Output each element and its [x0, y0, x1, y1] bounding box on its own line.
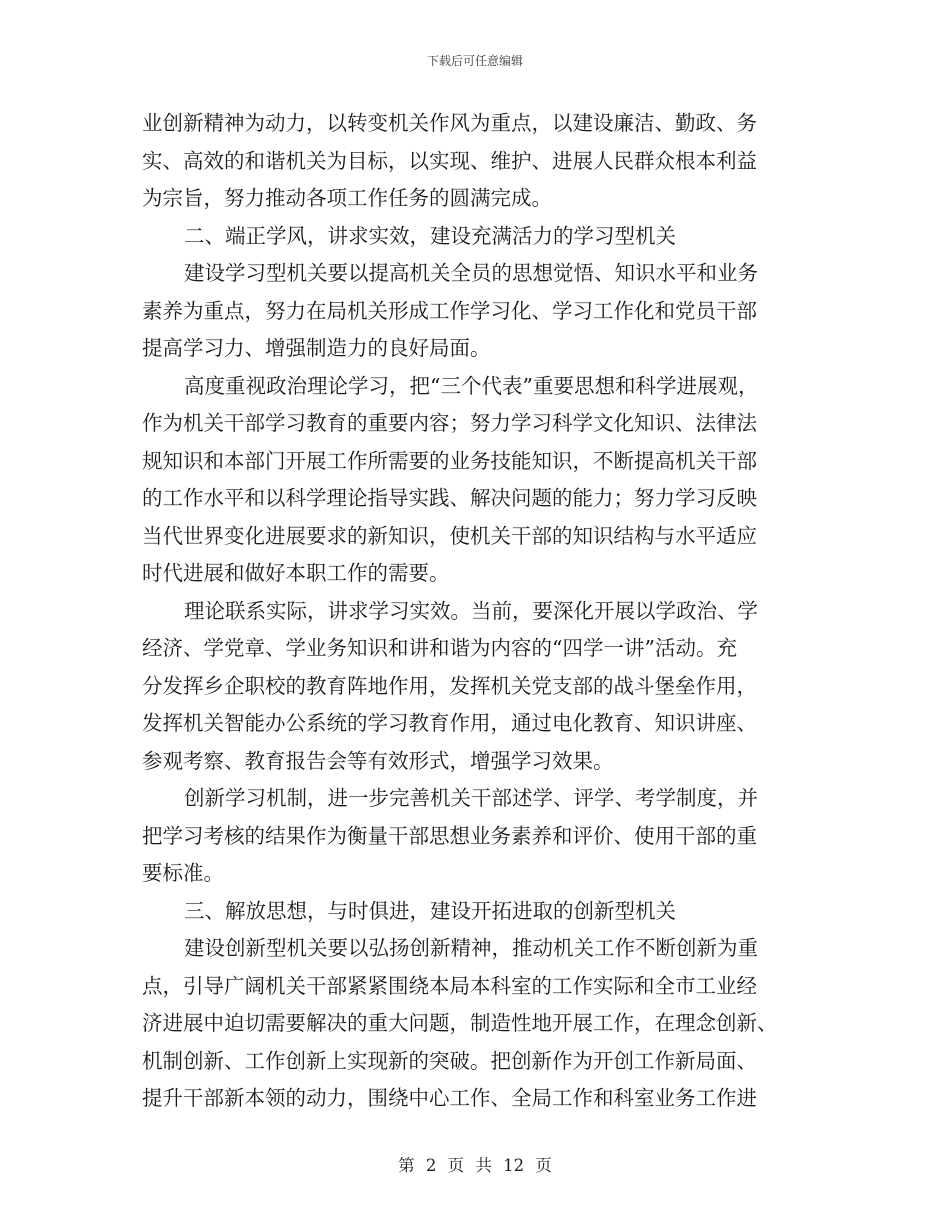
section-heading: 二、端正学风，讲求实效，建设充满活力的学习型机关: [184, 223, 676, 248]
text-line: 创新学习机制，进一步完善机关干部述学、评学、考学制度，并: [184, 786, 758, 810]
text-line: 建设创新型机关要以弘扬创新精神，推动机关工作不断创新为重: [184, 936, 758, 960]
text-line: 理论联系实际，讲求学习实效。当前，要深化开展以学政治、学: [184, 598, 758, 623]
text-line: 当代世界变化进展要求的新知识，使机关干部的知识结构与水平适应: [142, 523, 757, 548]
text-line: 机制创新、工作创新上实现新的突破。把创新作为开创工作新局面、: [142, 1048, 757, 1073]
section-heading: 三、解放思想，与时俱进，建设开拓进取的创新型机关: [184, 898, 676, 923]
text-line: 素养为重点，努力在局机关形成工作学习化、学习工作化和党员干部: [142, 298, 757, 323]
text-line: 经济、学党章、学业务知识和讲和谐为内容的“四学一讲”活动。充: [142, 636, 737, 660]
text-line: 的工作水平和以科学理论指导实践、解决问题的能力；努力学习反映: [142, 486, 757, 510]
text-line: 分发挥乡企职校的教育阵地作用，发挥机关党支部的战斗堡垒作用，: [142, 673, 757, 698]
text-line: 参观考察、教育报告会等有效形式，增强学习效果。: [142, 748, 614, 773]
text-line: 建设学习型机关要以提高机关全员的思想觉悟、知识水平和业务: [184, 261, 758, 285]
text-line: 济进展中迫切需要解决的重大问题，制造性地开展工作，在理念创新、: [142, 1011, 778, 1035]
text-line: 时代进展和做好本职工作的需要。: [142, 561, 450, 585]
text-line: 作为机关干部学习教育的重要内容；努力学习科学文化知识、法律法: [142, 411, 757, 435]
text-line: 发挥机关智能办公系统的学习教育作用，通过电化教育、知识讲座、: [142, 711, 757, 735]
text-line: 业创新精神为动力，以转变机关作风为重点，以建设廉洁、勤政、务: [142, 111, 757, 135]
text-line: 把学习考核的结果作为衡量干部思想业务素养和评价、使用干部的重: [142, 823, 757, 848]
text-line: 点，引导广阔机关干部紧紧围绕本局本科室的工作实际和全市工业经: [142, 973, 757, 998]
text-line: 为宗旨，努力推动各项工作任务的圆满完成。: [142, 186, 552, 210]
text-line: 提高学习力、增强制造力的良好局面。: [142, 336, 491, 360]
text-line: 实、高效的和谐机关为目标，以实现、维护、进展人民群众根本利益: [142, 148, 757, 173]
document-body: [142, 105, 808, 1118]
page-number-footer: 第 2 页 共 12 页: [398, 1156, 552, 1175]
text-line: 高度重视政治理论学习，把“三个代表”重要思想和科学进展观，: [184, 373, 759, 398]
text-line: 要标准。: [142, 861, 224, 885]
text-line: 提升干部新本领的动力，围绕中心工作、全局工作和科室业务工作进: [142, 1086, 757, 1110]
page-header: 下载后可任意编辑: [426, 54, 523, 68]
text-line: 规知识和本部门开展工作所需要的业务技能知识，不断提高机关干部: [142, 448, 757, 473]
